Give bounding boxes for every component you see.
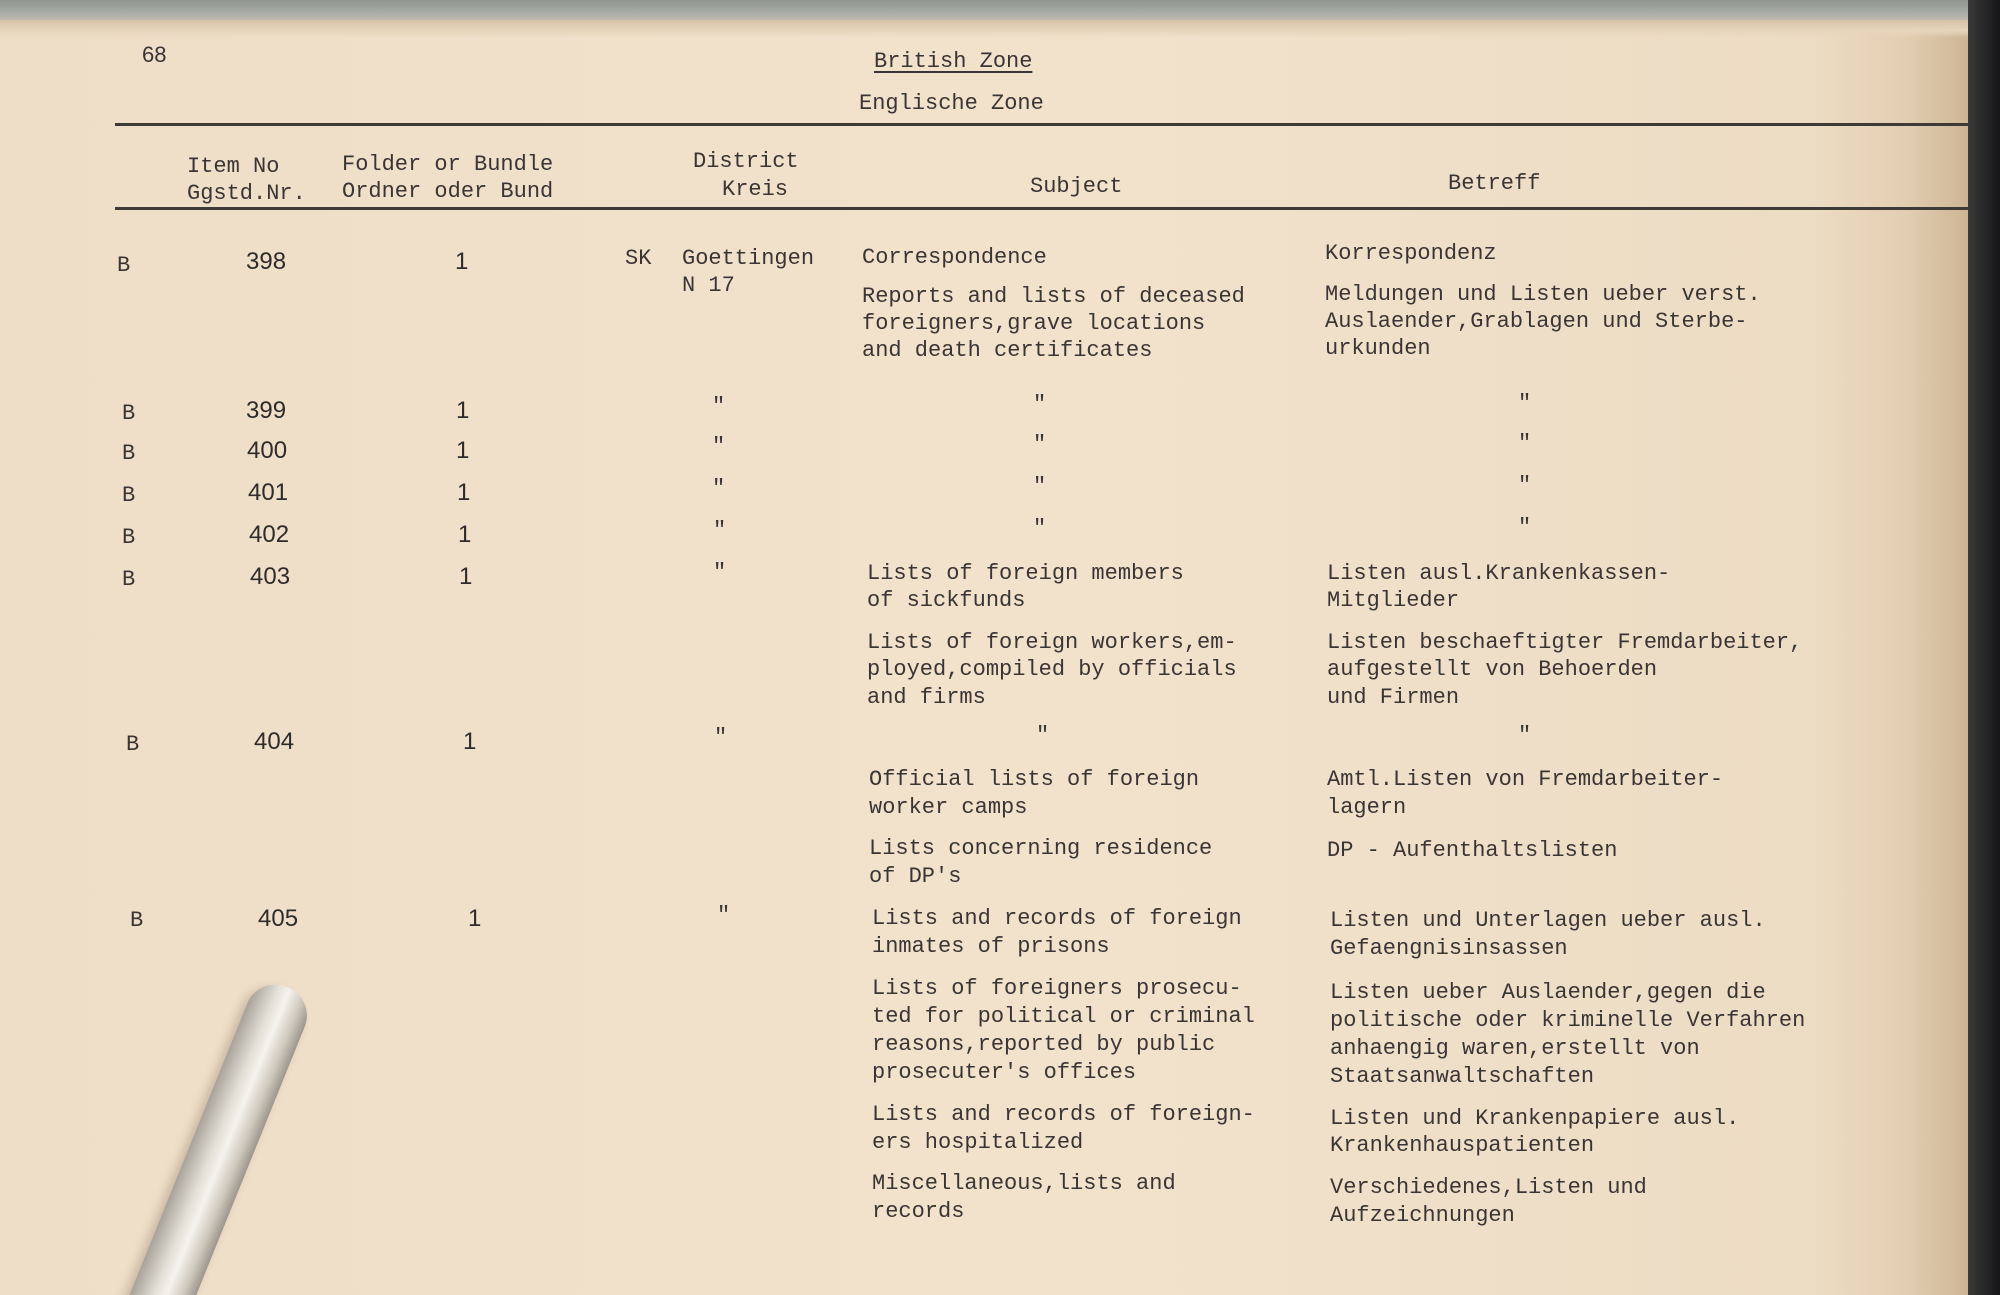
betreff-line: Verschiedenes,Listen und	[1330, 1175, 1647, 1200]
folder-count: 1	[459, 563, 473, 590]
ditto-mark: "	[1033, 474, 1047, 499]
betreff-line: Listen ueber Auslaender,gegen die	[1330, 980, 1766, 1005]
item-number: 401	[248, 479, 289, 506]
subject-line: ers hospitalized	[872, 1130, 1084, 1155]
betreff-line: Listen und Krankenpapiere ausl.	[1330, 1106, 1740, 1131]
ditto-mark: "	[712, 394, 726, 419]
item-number: 404	[254, 728, 295, 755]
betreff-line: Aufzeichnungen	[1330, 1203, 1515, 1228]
subject-line: ted for political or criminal	[872, 1004, 1255, 1029]
ditto-mark: "	[717, 903, 731, 928]
item-number: 403	[250, 563, 291, 590]
betreff-line: Meldungen und Listen ueber verst.	[1325, 282, 1761, 307]
district-prefix: SK	[625, 246, 652, 271]
page-number: 68	[142, 42, 167, 67]
header-subject: Subject	[1030, 174, 1123, 199]
ditto-mark: "	[1518, 515, 1532, 540]
subject-line: of DP's	[869, 864, 962, 889]
betreff-line: Korrespondenz	[1325, 241, 1497, 266]
ditto-mark: "	[1518, 473, 1532, 498]
row-letter: B	[122, 401, 136, 426]
subject-line: Lists and records of foreign	[872, 906, 1242, 931]
row-letter: B	[122, 525, 136, 550]
folder-count: 1	[456, 437, 470, 464]
page-title: British Zone	[874, 49, 1033, 74]
item-number: 400	[247, 437, 288, 464]
subject-line: foreigners,grave locations	[862, 311, 1206, 336]
folder-count: 1	[468, 905, 482, 932]
subject-line: Lists and records of foreign-	[872, 1102, 1255, 1127]
subject-line: prosecuter's offices	[872, 1060, 1137, 1085]
ditto-mark: "	[1518, 723, 1532, 748]
betreff-line: DP - Aufenthaltslisten	[1327, 838, 1618, 863]
folder-count: 1	[455, 248, 469, 275]
ditto-mark: "	[712, 476, 726, 501]
header-rule-bottom	[115, 207, 1968, 210]
row-letter: B	[126, 732, 140, 757]
row-letter: B	[117, 253, 131, 278]
betreff-line: politische oder kriminelle Verfahren	[1330, 1008, 1806, 1033]
ditto-mark: "	[1033, 516, 1047, 541]
district-name: Goettingen	[682, 246, 815, 271]
ditto-mark: "	[713, 518, 727, 543]
item-number: 398	[246, 248, 287, 275]
subject-line: and firms	[867, 685, 986, 710]
subject-line: inmates of prisons	[872, 934, 1110, 959]
header-item-no: Item No	[187, 154, 280, 179]
header-rule-top	[115, 123, 1968, 126]
betreff-line: lagern	[1327, 795, 1407, 820]
ditto-mark: "	[1518, 431, 1532, 456]
subject-line: Lists of foreign workers,em-	[867, 630, 1237, 655]
item-number: 405	[258, 905, 299, 932]
betreff-line: Staatsanwaltschaften	[1330, 1064, 1595, 1089]
row-letter: B	[122, 441, 136, 466]
ditto-mark: "	[1518, 391, 1532, 416]
betreff-line: Amtl.Listen von Fremdarbeiter-	[1327, 767, 1724, 792]
betreff-line: Gefaengnisinsassen	[1330, 936, 1568, 961]
ditto-mark: "	[1033, 432, 1047, 457]
betreff-line: und Firmen	[1327, 685, 1460, 710]
header-betreff: Betreff	[1448, 171, 1541, 196]
header-ordner: Ordner oder Bund	[342, 179, 554, 204]
subject-line: Lists concerning residence	[869, 836, 1213, 861]
subject-line: Official lists of foreign	[869, 767, 1200, 792]
book-binding-edge	[1968, 0, 2000, 1295]
header-ggstd-nr: Ggstd.Nr.	[187, 181, 306, 206]
subject-line: Lists of foreign members	[867, 561, 1184, 586]
ditto-mark: "	[714, 725, 728, 750]
folder-count: 1	[463, 728, 477, 755]
item-number: 399	[246, 397, 287, 424]
row-letter: B	[122, 483, 136, 508]
subject-line: Miscellaneous,lists and	[872, 1171, 1176, 1196]
folder-count: 1	[456, 397, 470, 424]
ditto-mark: "	[712, 434, 726, 459]
subject-line: Reports and lists of deceased	[862, 284, 1245, 309]
header-folder: Folder or Bundle	[342, 152, 554, 177]
betreff-line: urkunden	[1325, 336, 1431, 361]
subject-line: and death certificates	[862, 338, 1153, 363]
subject-line: reasons,reported by public	[872, 1032, 1216, 1057]
betreff-line: Listen und Unterlagen ueber ausl.	[1330, 908, 1766, 933]
ditto-mark: "	[1036, 723, 1050, 748]
betreff-line: Listen ausl.Krankenkassen-	[1327, 561, 1671, 586]
page-subtitle: Englische Zone	[859, 91, 1044, 116]
folder-count: 1	[457, 479, 471, 506]
item-number: 402	[249, 521, 290, 548]
row-letter: B	[122, 567, 136, 592]
subject-line: worker camps	[869, 795, 1028, 820]
header-district: District	[693, 149, 799, 174]
ditto-mark: "	[713, 560, 727, 585]
betreff-line: aufgestellt von Behoerden	[1327, 657, 1658, 682]
betreff-line: anhaengig waren,erstellt von	[1330, 1036, 1700, 1061]
ditto-mark: "	[1033, 392, 1047, 417]
subject-line: ployed,compiled by officials	[867, 657, 1237, 682]
betreff-line: Mitglieder	[1327, 588, 1460, 613]
folder-count: 1	[458, 521, 472, 548]
page-curl-shadow	[0, 20, 1968, 38]
district-code: N 17	[682, 273, 735, 298]
row-letter: B	[130, 908, 144, 933]
betreff-line: Krankenhauspatienten	[1330, 1133, 1595, 1158]
subject-line: of sickfunds	[867, 588, 1026, 613]
betreff-line: Listen beschaeftigter Fremdarbeiter,	[1327, 630, 1803, 655]
pen-pointer-object	[101, 976, 316, 1295]
subject-line: records	[872, 1199, 965, 1224]
header-kreis: Kreis	[722, 177, 789, 202]
subject-line: Lists of foreigners prosecu-	[872, 976, 1242, 1001]
betreff-line: Auslaender,Grablagen und Sterbe-	[1325, 309, 1748, 334]
subject-line: Correspondence	[862, 245, 1047, 270]
